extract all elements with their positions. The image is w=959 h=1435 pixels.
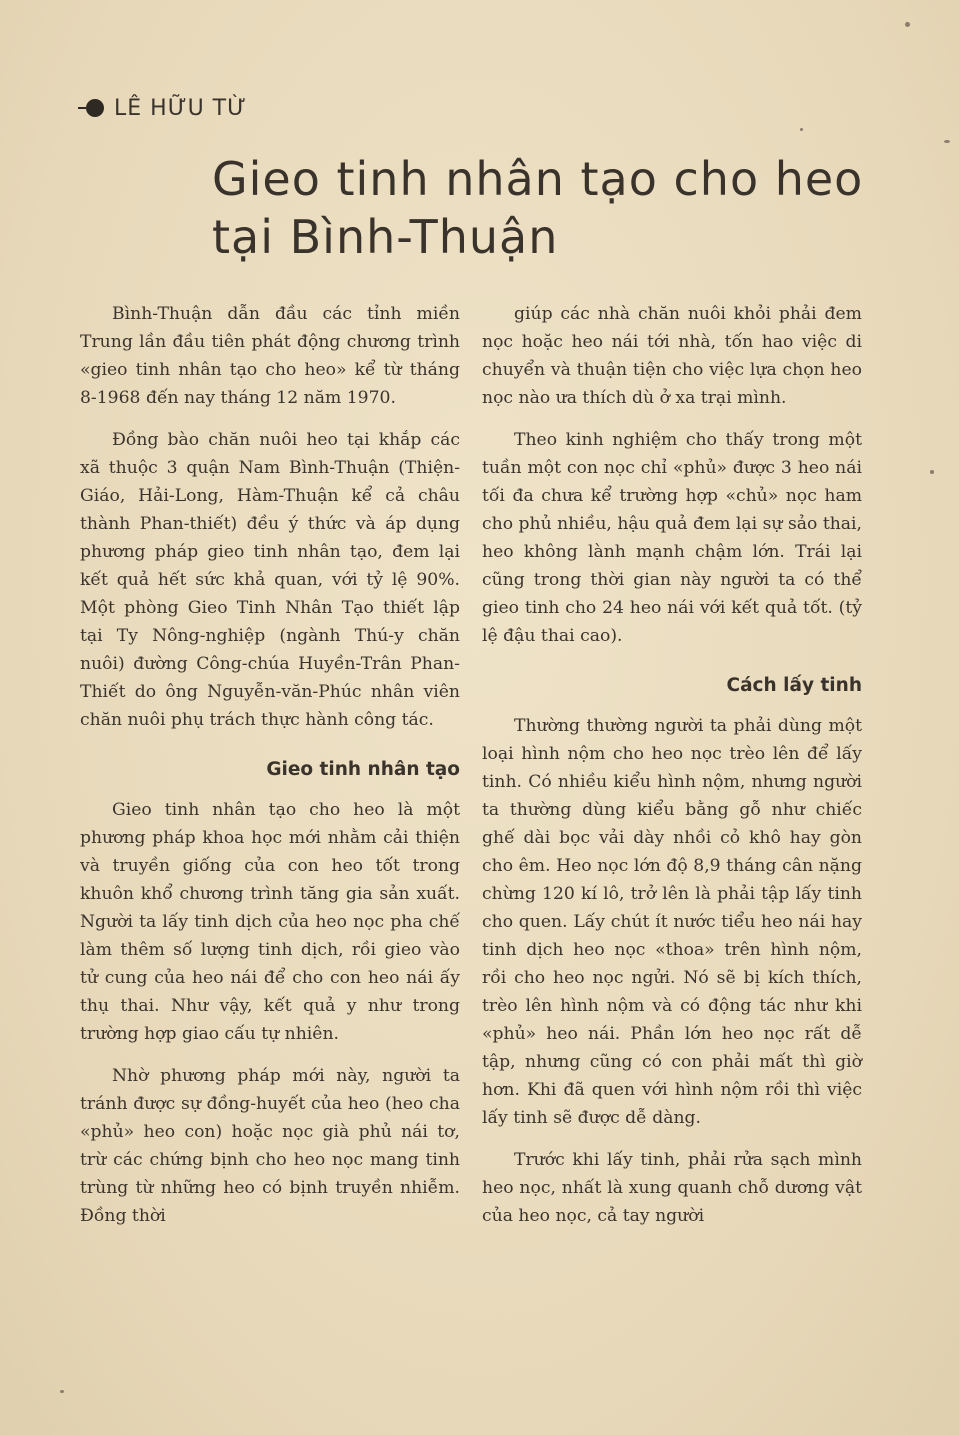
paragraph: Thường thường người ta phải dùng một loại hình nộm cho heo nọc trèo lên để lấy tinh. Có nhiều kiểu hình nộm, nhưng người ta thường dùng kiểu bằng gỗ như chiếc ghế dài bọc vải dày nhồi cỏ khô hay gòn cho êm. Heo nọc lớn độ 8,9 tháng cân nặng chừng 120 kí lô, trở lên là phải tập lấy tinh cho quen. Lấy chút ít nước tiểu heo nái hay tinh dịch heo nọc «thoa» trên hình nộm, rồi cho heo nọc ngửi. Nó sẽ bị kích thích, trèo lên hình nộm và có động tác như khi «phủ» heo nái. Phần lớn heo nọc rất dễ tập, nhưng cũng có con phải mất thì giờ hơn. Khi đã quen với hình nộm rồi thì việc lấy tinh sẽ được dễ dàng. xyxy=(482,716,862,1128)
paper-speck xyxy=(905,22,910,27)
byline xyxy=(86,92,247,124)
paragraph: giúp các nhà chăn nuôi khỏi phải đem nọc hoặc heo nái tới nhà, tốn hao việc di chuyển và thuận tiện cho việc lựa chọn heo nọc nào ưa thích dù ở xa trại mình. xyxy=(482,304,862,408)
paragraph: Gieo tinh nhân tạo cho heo là một phương pháp khoa học mới nhằm cải thiện và truyền giống của con heo tốt trong khuôn khổ chương trình tăng gia sản xuất. Người ta lấy tinh dịch của heo nọc pha chế làm thêm số lượng tinh dịch, rồi gieo vào tử cung của heo nái để cho con heo nái ấy thụ thai. Như vậy, kết quả y như trong trường hợp giao cấu tự nhiên. xyxy=(80,800,460,1044)
paper-speck xyxy=(944,140,950,143)
author-name: LÊ HỮU TỪ xyxy=(114,95,247,121)
paragraph: Nhờ phương pháp mới này, người ta tránh được sự đồng-huyết của heo (heo cha «phủ» heo con) hoặc nọc già phủ nái tơ, trừ các chứng bịnh cho heo nọc mang tinh trùng từ những heo có bịnh truyền nhiễm. Đồng thời xyxy=(80,1066,460,1226)
paper-speck xyxy=(930,470,934,474)
left-column xyxy=(80,300,460,1244)
right-column xyxy=(482,300,862,1244)
article-title: Gieo tinh nhân tạo cho heo tại Bình-Thuận xyxy=(212,152,864,264)
bullet-icon xyxy=(86,99,104,117)
paragraph: Đồng bào chăn nuôi heo tại khắp các xã thuộc 3 quận Nam Bình-Thuận (Thiện-Giáo, Hải-Long, Hàm-Thuận kể cả châu thành Phan-thiết) đều ý thức và áp dụng phương pháp gieo tinh nhân tạo, đem lại kết quả hết sức khả quan, với tỷ lệ 90%. Một phòng Gieo Tinh Nhân Tạo thiết lập tại Ty Nông-nghiệp (ngành Thú-y chăn nuôi) đường Công-chúa Huyền-Trân Phan-Thiết do ông Nguyễn-văn-Phúc nhân viên chăn nuôi phụ trách thực hành công tác. xyxy=(80,430,460,730)
paragraph: Bình-Thuận dẫn đầu các tỉnh miền Trung lần đầu tiên phát động chương trình «gieo tinh nhân tạo cho heo» kể từ tháng 8-1968 đến nay tháng 12 năm 1970. xyxy=(80,304,460,408)
section-heading: Gieo tinh nhân tạo xyxy=(266,759,460,780)
paragraph: Theo kinh nghiệm cho thấy trong một tuần một con nọc chỉ «phủ» được 3 heo nái tối đa chưa kể trường hợp «chủ» nọc ham cho phủ nhiều, hậu quả đem lại sự sảo thai, heo không lành mạnh chậm lớn. Trái lại cũng trong thời gian này người ta có thể gieo tinh cho 24 heo nái với kết quả tốt. (tỷ lệ đậu thai cao). xyxy=(482,430,863,646)
paper-speck xyxy=(800,128,803,131)
paper-speck xyxy=(60,1390,64,1393)
paragraph: Trước khi lấy tinh, phải rửa sạch mình heo nọc, nhất là xung quanh chỗ dương vật của heo nọc, cả tay người xyxy=(482,1150,862,1226)
section-heading: Cách lấy tinh xyxy=(726,675,862,696)
